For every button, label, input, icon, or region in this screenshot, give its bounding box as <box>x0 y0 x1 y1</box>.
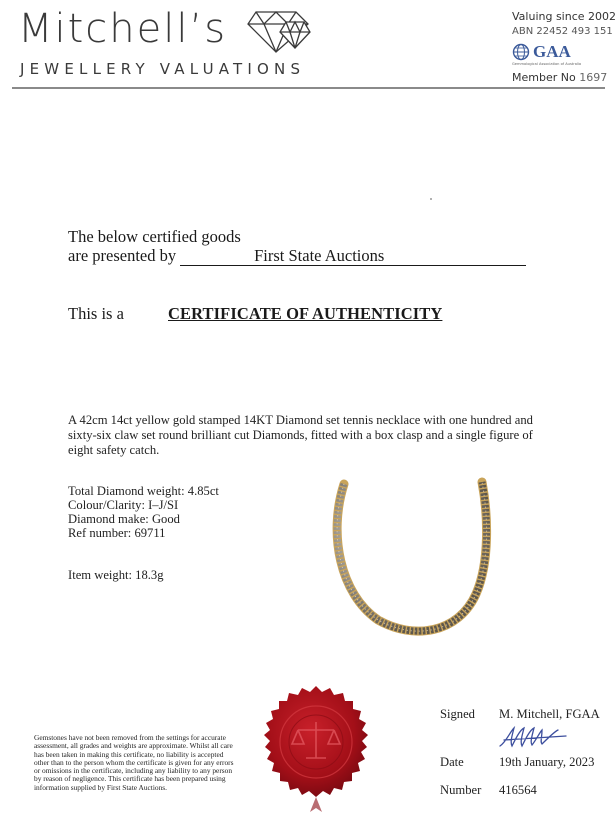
valuing-since: Valuing since 2002 <box>512 10 616 23</box>
diamond-make: Diamond make: Good <box>68 512 180 526</box>
certificate-title: CERTIFICATE OF AUTHENTICITY <box>168 304 443 323</box>
item-weight: Item weight: 18.3g <box>68 568 164 582</box>
gaa-label: GAA <box>533 42 571 61</box>
presented-by-label: are presented by <box>68 246 177 265</box>
diamond-logo-icon <box>246 6 312 54</box>
abn-number: ABN 22452 493 151 <box>512 26 613 37</box>
handwritten-signature <box>496 724 576 750</box>
date-value: 19th January, 2023 <box>499 755 595 769</box>
signed-label: Signed <box>440 707 475 721</box>
total-diamond-weight: Total Diamond weight: 4.85ct <box>68 484 219 498</box>
member-value: 1697 <box>579 71 608 84</box>
header-divider <box>12 87 605 89</box>
presenter-name: First State Auctions <box>180 247 526 266</box>
member-number <box>512 71 607 84</box>
signed-value: M. Mitchell, FGAA <box>499 707 600 721</box>
reference-number: Ref number: 69711 <box>68 526 166 540</box>
intro-line-1: The below certified goods <box>68 227 241 246</box>
number-label: Number <box>440 783 482 797</box>
this-is-label: This is a <box>68 304 124 323</box>
brand-subtitle: JEWELLERY VALUATIONS <box>20 60 306 78</box>
number-value: 416564 <box>499 783 537 797</box>
disclaimer-text: Gemstones have not been removed from the settings for accurate assessment, all grades and weights are approximate. Whilst all care has been taken in making this certificate, no liability is accepted other than to the person whom the certificate is given for any errors or omissions in the certificate, including any liability to any person by reason of negligence. This certificate has been prepared using information supplied by First State Auctions. <box>34 733 234 792</box>
globe-icon <box>512 43 530 61</box>
date-label: Date <box>440 755 464 769</box>
presented-by-row <box>68 246 526 266</box>
gaa-full-name: Gemmological Association of Australia <box>512 62 582 66</box>
colour-clarity: Colour/Clarity: I–J/SI <box>68 498 179 512</box>
paper-speck <box>430 198 432 200</box>
item-description: A 42cm 14ct yellow gold stamped 14KT Diamond set tennis necklace with one hundred and sixty-six claw set round brilliant cut Diamonds, fitted with a box clasp and a single figure of eight safety catch. <box>68 413 533 457</box>
gaa-badge <box>512 42 571 62</box>
brand-name: Mitchell’s <box>18 6 228 52</box>
wax-seal <box>256 684 376 824</box>
member-label: Member No <box>512 71 576 84</box>
necklace-photo <box>318 474 508 640</box>
